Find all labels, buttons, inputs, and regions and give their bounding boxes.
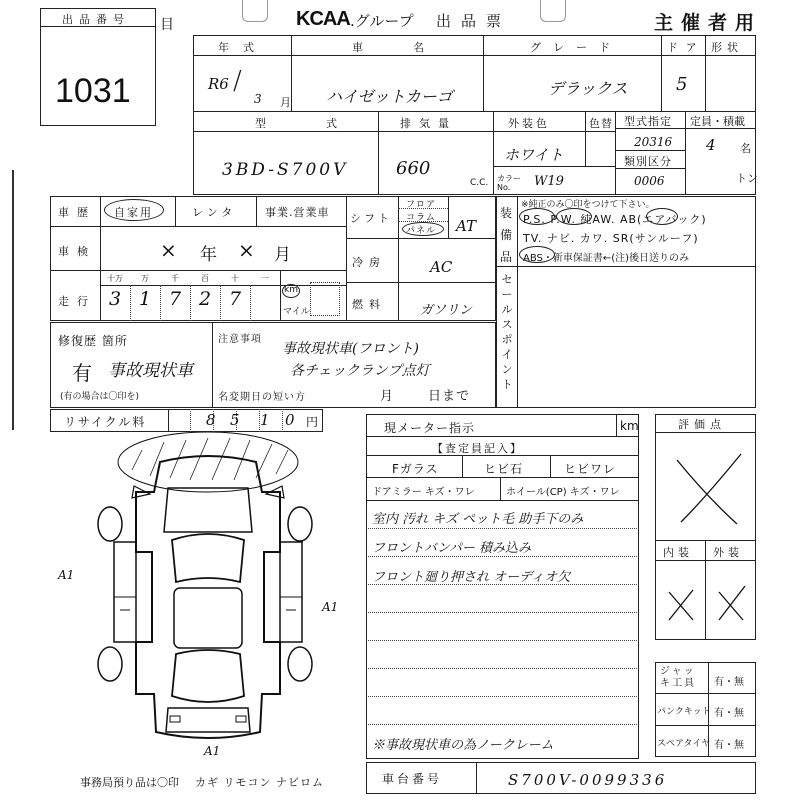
digit-label: 百 (201, 274, 209, 283)
score-label: 評価点 (678, 418, 726, 431)
mile-option: マイル (283, 307, 310, 317)
form-title: 出品票 (436, 12, 512, 30)
damage-circle (118, 432, 298, 492)
score-cross-mark (655, 432, 756, 540)
digit-label: 十 (231, 274, 239, 283)
mileage-digits (100, 288, 280, 318)
color-no-value: W19 (534, 174, 564, 189)
wheel-label: ホイール(CP) キズ・ワレ (506, 487, 620, 498)
equipment-circle-ps (519, 208, 555, 225)
jack-yes-no: 有・無 (714, 677, 744, 688)
notes-label: 注意事項 (218, 334, 262, 345)
puncture-label: パンクキット (657, 707, 711, 717)
grade-value: デラックス (548, 79, 628, 98)
year-value: R6 (208, 75, 229, 93)
corner-mark-1: 目 (160, 17, 174, 33)
recycle-unit: 円 (306, 415, 322, 429)
digit-label: 十万 (107, 274, 123, 283)
name-label: 車名 (352, 41, 474, 54)
year-month: 3 (254, 92, 262, 106)
damage-mark-rear: A1 (204, 744, 221, 758)
recycle-digit: 5 (230, 411, 240, 429)
year-slash: / (233, 66, 242, 96)
shift-option-floor: フロア (406, 200, 437, 210)
capacity-unit: 名 (740, 142, 754, 155)
damage-mark-left: A1 (58, 568, 75, 582)
equipment-note: ※純正のみ〇印をつけて下さい。 (521, 200, 655, 210)
exterior-cross-mark (705, 560, 756, 640)
chassis-label: 車台番号 (382, 772, 443, 786)
meter-unit: km (620, 419, 639, 433)
inspector-line-1: 室内 汚れ キズ ペット毛 助手下のみ (372, 512, 584, 527)
mileage-digit-labels (100, 273, 280, 285)
shift-value: AT (456, 217, 477, 235)
equipment-table (496, 196, 756, 408)
mileage-digit: 1 (138, 288, 152, 310)
inspector-line-2: フロントバンパー 積み込み (372, 541, 531, 556)
logo: KCAA (296, 8, 350, 30)
crack-label: ヒビワレ (564, 462, 617, 476)
recycle-digit: 8 (206, 411, 216, 429)
title-change-day: 日まで (428, 389, 471, 404)
binding-line (12, 170, 14, 430)
load-unit: トン (736, 172, 758, 185)
shift-label: シフト (350, 212, 392, 225)
repair-label: 修復歴 箇所 (58, 334, 128, 348)
color-no-label: カラーNo. (497, 174, 521, 192)
mileage-digit: 7 (168, 288, 182, 310)
organizer-label: 主催者用 (654, 12, 763, 34)
group-label: .グループ (350, 12, 414, 30)
equipment-line-2: TV. ナビ. カワ. SR(サンルーフ) (523, 232, 699, 245)
repair-note: (有の場合は〇印を) (60, 392, 140, 402)
mileage-digit: 3 (108, 288, 122, 310)
wheel-rear-right (288, 647, 312, 681)
repaint-label: 色替 (589, 117, 613, 130)
mileage-digit: 7 (228, 288, 242, 310)
interior-cross-mark (655, 560, 705, 640)
inspector-line-3: フロント廻り押され オーディオ欠 (372, 570, 571, 585)
private-use-option: 自家用 (114, 206, 153, 219)
digit-label: 万 (141, 274, 149, 283)
title-change-month: 月 (380, 389, 397, 404)
class-label: 類別区分 (624, 155, 672, 168)
exterior-label: 外装 (713, 546, 743, 559)
equipment-line-3: ABS・新車保証書←(注)後日送りのみ (523, 253, 690, 264)
mileage-digit: 2 (198, 288, 212, 310)
mileage-label: 走行 (58, 295, 96, 308)
month-unit: 月 (280, 96, 294, 109)
equipment-label: 装 備 品 (499, 206, 512, 264)
spare-yes-no: 有・無 (714, 740, 744, 751)
lot-number: 1031 (55, 72, 131, 110)
color-value: ホワイト (504, 146, 564, 164)
spare-label: スペアタイヤ (657, 739, 711, 749)
wheel-front-right (288, 507, 312, 541)
doors-label: ドア (667, 41, 705, 54)
notes-line-1: 事故現状車(フロント) (282, 341, 419, 357)
lot-label: 出品番号 (62, 13, 130, 26)
inspection-year-unit: 年 (200, 245, 220, 265)
equipment-circle-pw (556, 208, 592, 225)
office-items: カギ リモコン ナビロム (195, 776, 324, 789)
inspector-line-4: ※事故現状車の為ノークレーム (372, 738, 554, 753)
ac-label: 冷房 (352, 256, 386, 269)
equipment-circle-ab (646, 208, 678, 225)
digit-label: 千 (171, 274, 179, 283)
recycle-label: リサイクル料 (64, 415, 147, 429)
punch-hole-icon (540, 0, 566, 22)
grade-label: グレード (530, 41, 622, 54)
inspection-year-value: × (160, 238, 177, 262)
name-value: ハイゼットカーゴ (326, 87, 453, 106)
damage-mark-right: A1 (322, 600, 339, 614)
inspector-heading: 【査定員記入】 (432, 442, 523, 455)
cc-unit: C.C. (470, 178, 489, 188)
shift-option-column: コラム (406, 213, 436, 223)
year-label: 年式 (218, 41, 268, 54)
office-note: 事務局預り品は〇印 (80, 776, 179, 789)
meter-label: 現メーター指示 (384, 421, 476, 435)
glass-label: Fガラス (392, 462, 439, 476)
title-change-label: 名変期日の短い方 (218, 392, 306, 403)
jack-label: ジャッキ工具 (660, 666, 696, 689)
class-value: 0006 (634, 174, 665, 188)
equipment-circle-abs (519, 246, 555, 263)
punch-hole-icon (242, 0, 268, 22)
shift-option-panel: パネル (406, 226, 437, 236)
puncture-yes-no: 有・無 (714, 708, 744, 719)
notes-line-2: 各チェックランプ点灯 (290, 363, 430, 379)
equipment-line-1: P.S. P.W. 純AW. AB(エアバック) (523, 213, 707, 226)
doors-value: 5 (676, 74, 688, 95)
shape-label: 形状 (711, 41, 743, 54)
wheel-front-left (98, 507, 122, 541)
recycle-digit: 1 (260, 411, 270, 429)
car-body-diagram (90, 432, 320, 762)
exterior-color-label: 外装色 (508, 117, 550, 130)
sales-point-label: セ ー ル ス ポ イ ン ト (501, 273, 513, 391)
ac-value: AC (430, 258, 453, 276)
fuel-label: 燃料 (352, 298, 386, 311)
type-designation-label: 型式指定 (624, 115, 672, 128)
repair-handwritten: 事故現状車 (108, 361, 193, 381)
wheel-rear-left (98, 647, 122, 681)
rental-option: レンタ (192, 206, 237, 219)
digit-label: 一 (261, 274, 269, 283)
model-value: 3BD-S700V (222, 160, 349, 180)
displacement-label: 排気量 (400, 117, 457, 130)
recycle-digit: 0 (285, 411, 295, 429)
interior-label: 内装 (663, 546, 693, 559)
type-designation-value: 20316 (634, 135, 673, 149)
capacity-value: 4 (706, 136, 716, 154)
chassis-value: S700V-0099336 (508, 771, 668, 789)
history-label: 車歴 (58, 206, 96, 219)
inspection-month-value: × (238, 238, 255, 262)
chip-label: ヒビ石 (484, 462, 524, 476)
mileage-digit (250, 288, 280, 318)
capacity-label: 定員・積載 (690, 115, 745, 128)
inspection-label: 車検 (58, 245, 96, 258)
inspection-month-unit: 月 (274, 245, 294, 265)
mileage-box (310, 282, 340, 316)
km-option: km (284, 285, 298, 295)
fuel-value: ガソリン (420, 303, 473, 318)
mirror-label: ドアミラー キズ・ワレ (372, 487, 475, 498)
displacement-value: 660 (396, 158, 431, 179)
repair-value: 有 (72, 361, 92, 385)
model-label: 型式 (255, 117, 397, 130)
business-option: 事業.営業車 (265, 206, 330, 219)
